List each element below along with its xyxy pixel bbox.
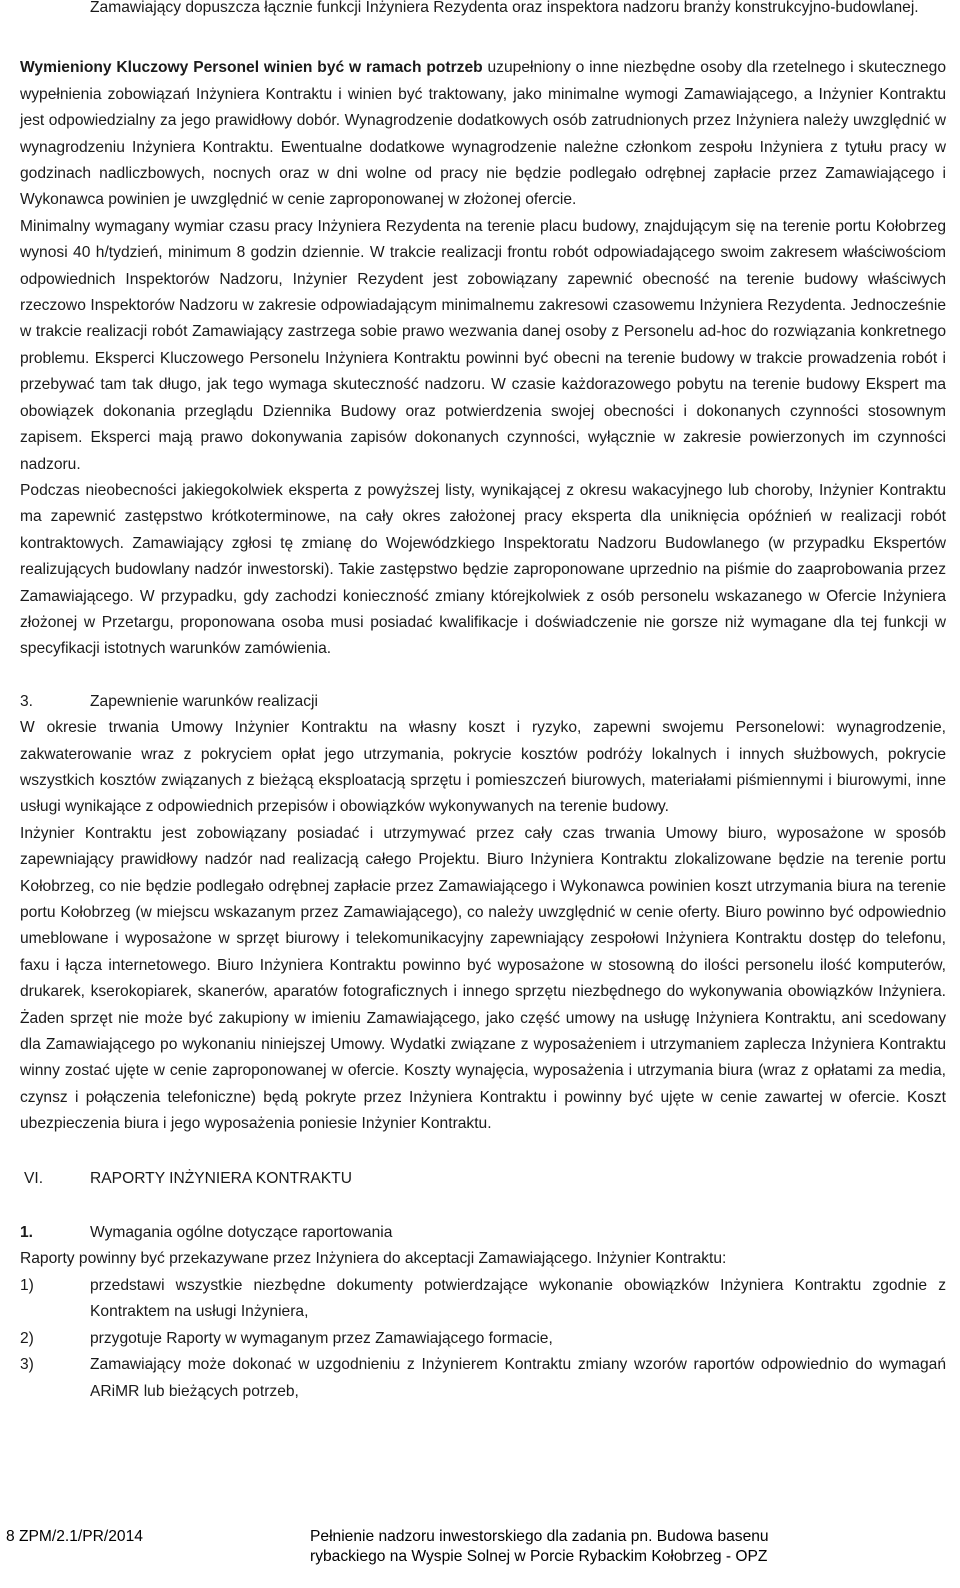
- page-footer: [6, 1527, 946, 1583]
- footer-project-title: [310, 1527, 830, 1567]
- paragraph-combined-functions: Zamawiający dopuszcza łącznie funkcji Inżyniera Rezydenta oraz inspektora nadzoru branży konstrukcyjno-budowlanej.: [90, 0, 919, 16]
- paragraph-working-time: Minimalny wymagany wymiar czasu pracy Inżyniera Rezydenta na terenie placu budowy, znajdującym się na terenie portu Kołobrzeg wynosi 40 h/tydzień, minimum 8 godzin dziennie. W trakcie realizacji frontu robót odpowiadającego swoim zakresem właściwościom odpowiednich Inspektorów Nadzoru, Inżynier Rezydent jest zobowiązany zapewnić obecność na terenie budowy właściwych rzeczowo Inspektorów Nadzoru w zakresie odpowiadającym minimalnemu zakresowi czasowemu Inżyniera Rezydenta. Jednocześnie w trakcie realizacji robót Zamawiający zastrzega sobie prawo wezwania danej osoby z Personelu ad-hoc do rozwiązania konkretnego problemu. Eksperci Kluczowego Personelu Inżyniera Kontraktu powinni być obecni na terenie budowy w trakcie prowadzenia robót i przebywać tam tak długo, jak tego wymaga skuteczność nadzoru. W czasie każdorazowego pobytu na terenie budowy Ekspert ma obowiązek dokonania przeglądu Dziennika Budowy oraz potwierdzenia swojej obecności i dokonanych czynności stosownym zapisem. Eksperci mają prawo dokonywania zapisów dokonanych czynności, wyłącznie w zakresie powierzonych im czynności nadzoru.: [20, 217, 946, 473]
- paragraph-reports: Raporty powinny być przekazywane przez Inżyniera do akceptacji Zamawiającego. Inżynier Kontraktu:: [20, 1250, 727, 1268]
- section-heading-3: [20, 689, 946, 715]
- paragraph-absence: Podczas nieobecności jakiegokolwiek eksperta z powyższej listy, wynikającej z okresu wakacyjnego lub choroby, Inżynier Kontraktu ma zapewnić zastępstwo krótkoterminowe, na cały okres założonej pracy eksperta dla uniknięcia opóźnień w realizacji robót kontraktowych. Zamawiający zgłosi tę zmianę do Wojewódzkiego Inspektoratu Nadzoru Budowlanego (w przypadku Ekspertów realizujących budowlany nadzór inwestorski). Takie zastępstwo będzie zaproponowane uprzednio na piśmie do zaaprobowania przez Zamawiającego. W przypadku, gdy zachodzi konieczność zmiany którejkolwiek z osób personelu wskazanego w Ofercie Inżyniera złożonej w Przetargu, proponowana osoba musi posiadać kwalifikacje i doświadczenie nie gorsze niż wymagane dla tej funkcji w specyfikacji istotnych warunków zamówienia.: [20, 481, 946, 658]
- document-page: [6, 0, 946, 1588]
- paragraph-office: Inżynier Kontraktu jest zobowiązany posiadać i utrzymywać przez cały czas trwania Umowy biuro, wyposażone w sposób zapewniający prawidłowy nadzór nad realizacją całego Projektu. Biuro Inżyniera Kontraktu zlokalizowane będzie na terenie portu Kołobrzeg, co nie będzie podlegało odrębnej zapłacie przez Zamawiającego i Wykonawca powinien koszt utrzymania biura na terenie portu Kołobrzeg (w miejscu wskazanym przez Zamawiającego), co należy uwzględnić w cenie oferty. Biuro powinno być odpowiednio umeblowane i wyposażone w sprzęt biurowy i telekomunikacyjny zapewniający zespołowi Inżyniera Kontraktu dostęp do telefonu, faxu i łącza internetowego. Biuro Inżyniera Kontraktu powinno być wyposażone w stosowną do ilości personelu ilość komputerów, drukarek, kserokopiarek, skanerów, aparatów fotograficznych i innego sprzętu niezbędnego do wykonywania obowiązków Inżyniera. Żaden sprzęt nie może być zakupiony w imieniu Zamawiającego, jako część umowy na usługę Inżyniera Kontraktu, ani scedowany dla Zamawiającego po wykonaniu niniejszej Umowy. Wydatki związane z wyposażeniem i utrzymaniem zaplecza Inżyniera Kontraktu winny zostać ujęte w cenie zaproponowanej w ofercie. Koszty wynajęcia, wyposażenia i utrzymania biura (wraz z opłatami za media, czynsz i połączenia telefoniczne) będą pokryte przez Inżyniera Kontraktu i powinny być ujęte w cenie zawartej w ofercie. Koszt ubezpieczenia biura i jego wyposażenia poniesie Inżynier Kontraktu.: [20, 824, 946, 1133]
- spacer: [20, 663, 946, 689]
- chapter-heading-vi: [20, 1166, 946, 1192]
- list-item: [20, 1326, 946, 1352]
- footer-project-line-1: Pełnienie nadzoru inwestorskiego dla zadania pn. Budowa basenu: [310, 1528, 769, 1545]
- list-number: 3): [20, 1356, 34, 1374]
- section-number: 3.: [20, 692, 34, 710]
- subsection-number: 1.: [20, 1224, 34, 1242]
- spacer: [20, 21, 946, 55]
- key-personnel-text: uzupełniony o inne niezbędne osoby dla rzetelnego i skutecznego wypełnienia zobowiązań Inżyniera Kontraktu i winien być traktowany, jako minimalne wymogi Zamawiającego, a Inżynier Kontraktu jest odpowiedzialny za jego prawidłowy dobór. Wynagrodzenie dodatkowych osób zatrudnionych przez Inżyniera należy uwzględnić w wynagrodzeniu Inżyniera Kontraktu. Ewentualne dodatkowe wynagrodzenie należne członkom zespołu Inżyniera z tytułu pracy w godzinach nadliczbowych, nocnych oraz w dni wolne od pracy nie będzie podlegało odrębnej zapłacie przez Zamawiającego i Wykonawca powinien je uwzględnić w cenie zaproponowanej w złożonej ofercie.: [20, 59, 946, 209]
- spacer: [20, 1138, 946, 1166]
- subsection-title: Wymagania ogólne dotyczące raportowania: [90, 1224, 393, 1242]
- footer-project-line-2: rybackiego na Wyspie Solnej w Porcie Rybackim Kołobrzeg - OPZ: [310, 1548, 768, 1565]
- list-text: przedstawi wszystkie niezbędne dokumenty potwierdzające wykonanie obowiązków Inżyniera Kontraktu zgodnie z Kontraktem na usługi Inżyniera,: [90, 1276, 946, 1321]
- spacer: [20, 1192, 946, 1220]
- paragraph-conditions: W okresie trwania Umowy Inżynier Kontraktu na własny koszt i ryzyko, zapewni swojemu Personelowi: wynagrodzenie, zakwaterowanie wraz z pokryciem opłat jego utrzymania, pokrycie kosztów podróży lokalnych i innych służbowych, pokrycie wszystkich kosztów związanych z bieżącą eksploatacją sprzętu i pomieszczeń biurowych, materiałami piśmiennymi i biurowymi, inne usługi wynikające z odpowiednich przepisów i obowiązków wykonywanych na terenie budowy.: [20, 719, 946, 816]
- list-text: przygotuje Raporty w wymaganym przez Zamawiającego formacie,: [90, 1329, 553, 1347]
- paragraph-key-personnel: [20, 55, 946, 213]
- footer-document-id: 8 ZPM/2.1/PR/2014: [6, 1528, 143, 1545]
- list-item: [20, 1273, 946, 1326]
- list-number: 2): [20, 1329, 34, 1347]
- list-number: 1): [20, 1276, 34, 1294]
- list-text: Zamawiający może dokonać w uzgodnieniu z Inżynierem Kontraktu zmiany wzorów raportów odpowiednio do wymagań ARiMR lub bieżących potrzeb,: [90, 1356, 946, 1400]
- section-title: Zapewnienie warunków realizacji: [90, 692, 318, 710]
- subsection-heading-1: [20, 1220, 946, 1246]
- key-personnel-bold: Wymieniony Kluczowy Personel winien być w ramach potrzeb: [20, 59, 483, 77]
- chapter-number: VI.: [24, 1169, 44, 1187]
- list-item: [20, 1352, 946, 1405]
- chapter-title: RAPORTY INŻYNIERA KONTRAKTU: [90, 1169, 352, 1187]
